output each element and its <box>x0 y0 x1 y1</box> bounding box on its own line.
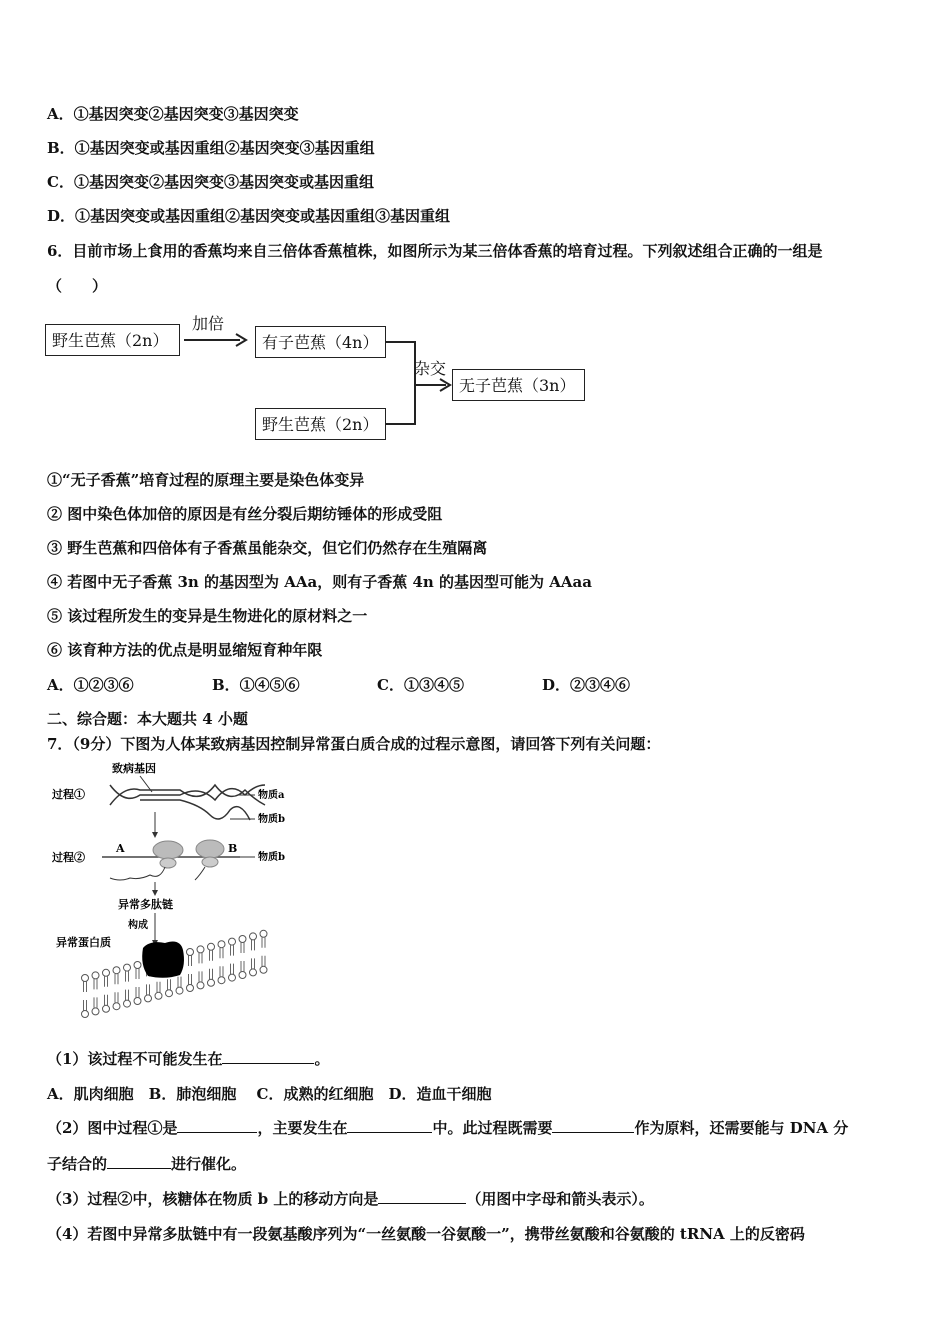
label-gene: 致病基因 <box>112 762 156 775</box>
answer-blank-5[interactable] <box>107 1154 171 1169</box>
box-seeded-4n: 有子芭蕉（4n） <box>255 326 386 358</box>
q7-sub1 <box>47 1048 329 1069</box>
q7-sub2-d: 作为原料，还需要能与 DNA 分 <box>634 1119 849 1137</box>
q7-sub2-b: ，主要发生在 <box>257 1119 348 1137</box>
statement-5: ⑤ 该过程所发生的变异是生物进化的原材料之一 <box>47 607 368 625</box>
diagram-arrows <box>0 0 600 450</box>
q7-stem: 7．（9分）下图为人体某致病基因控制异常蛋白质合成的过程示意图，请回答下列有关问题： <box>47 735 661 753</box>
q5-option-d: D．①基因突变或基因重组②基因突变或基因重组③基因重组 <box>47 207 451 225</box>
q7-sub1-options: A．肌肉细胞 B．肺泡细胞 C．成熟的红细胞 D．造血干细胞 <box>47 1085 492 1103</box>
abnormal-protein-blob <box>142 942 184 978</box>
statement-3: ③ 野生芭蕉和四倍体有子香蕉虽能杂交，但它们仍然存在生殖隔离 <box>47 539 488 557</box>
label-process2: 过程② <box>52 851 85 864</box>
label-substance-b-2: 物质b <box>258 852 285 863</box>
section-heading: 二、综合题：本大题共 4 小题 <box>47 710 248 728</box>
statement-2: ② 图中染色体加倍的原因是有丝分裂后期纺锤体的形成受阻 <box>47 505 443 523</box>
answer-blank-3[interactable] <box>347 1118 432 1133</box>
answer-blank-6[interactable] <box>378 1189 466 1204</box>
label-abnormal-chain: 异常多肽链 <box>118 898 173 911</box>
q7-sub2-a: （2）图中过程①是 <box>47 1119 178 1137</box>
q7-sub3 <box>47 1188 654 1209</box>
label-B: B <box>228 842 238 855</box>
q7-sub4: （4）若图中异常多肽链中有一段氨基酸序列为“一丝氨酸一谷氨酸一”，携带丝氨酸和谷氨酸的 tRNA 上的反密码 <box>47 1225 805 1243</box>
label-substance-b: 物质b <box>258 814 285 825</box>
label-A: A <box>116 842 125 855</box>
q6-option-d: D．②③④⑥ <box>542 676 631 694</box>
label-form: 构成 <box>128 920 148 931</box>
answer-blank-4[interactable] <box>552 1118 634 1133</box>
statement-6: ⑥ 该育种方法的优点是明显缩短育种年限 <box>47 641 323 659</box>
q5-option-b: B．①基因突变或基因重组②基因突变③基因重组 <box>47 139 375 157</box>
q5-option-c: C．①基因突变②基因突变③基因突变或基因重组 <box>47 173 374 191</box>
q7-sub1-end: 。 <box>314 1050 330 1068</box>
label-process1: 过程① <box>52 788 85 801</box>
answer-blank-1[interactable] <box>222 1049 314 1064</box>
statement-1: ①“无子香蕉”培育过程的原理主要是染色体变异 <box>47 471 365 489</box>
box-wild-2n: 野生芭蕉（2n） <box>45 324 180 356</box>
q6-paren: （ ） <box>47 277 108 295</box>
q7-sub3-a: （3）过程②中，核糖体在物质 b 上的移动方向是 <box>47 1190 379 1208</box>
q6-option-b: B．①④⑤⑥ <box>212 676 300 694</box>
protein-synthesis-figure <box>40 750 300 1030</box>
q6-option-c: C．①③④⑤ <box>377 676 464 694</box>
q7-sub2 <box>47 1117 848 1138</box>
q6-option-a: A．①②③⑥ <box>47 676 134 694</box>
box-seedless-3n: 无子芭蕉（3n） <box>452 369 585 401</box>
q7-sub2-e: 子结合的 <box>47 1155 108 1173</box>
q5-option-a: A．①基因突变②基因突变③基因突变 <box>47 105 299 123</box>
label-cross: 杂交 <box>414 359 447 378</box>
statement-4: ④ 若图中无子香蕉 3n 的基因型为 AAa，则有子香蕉 4n 的基因型可能为 AAaa <box>47 573 592 591</box>
q7-sub2-cont <box>47 1153 246 1174</box>
label-abnormal-protein: 异常蛋白质 <box>56 936 111 949</box>
q7-sub2-c: 中。此过程既需要 <box>432 1119 553 1137</box>
q6-stem: 6．目前市场上食用的香蕉均来自三倍体香蕉植株，如图所示为某三倍体香蕉的培育过程。下列叙述组合正确的一组是 <box>47 242 823 260</box>
box-wild-2n-b: 野生芭蕉（2n） <box>255 408 386 440</box>
q7-sub1-text: （1）该过程不可能发生在 <box>47 1050 223 1068</box>
label-double: 加倍 <box>192 314 225 333</box>
label-substance-a: 物质a <box>258 790 285 801</box>
q7-sub3-b: （用图中字母和箭头表示）。 <box>466 1190 654 1208</box>
q7-sub2-f: 进行催化。 <box>171 1155 247 1173</box>
answer-blank-2[interactable] <box>177 1118 257 1133</box>
